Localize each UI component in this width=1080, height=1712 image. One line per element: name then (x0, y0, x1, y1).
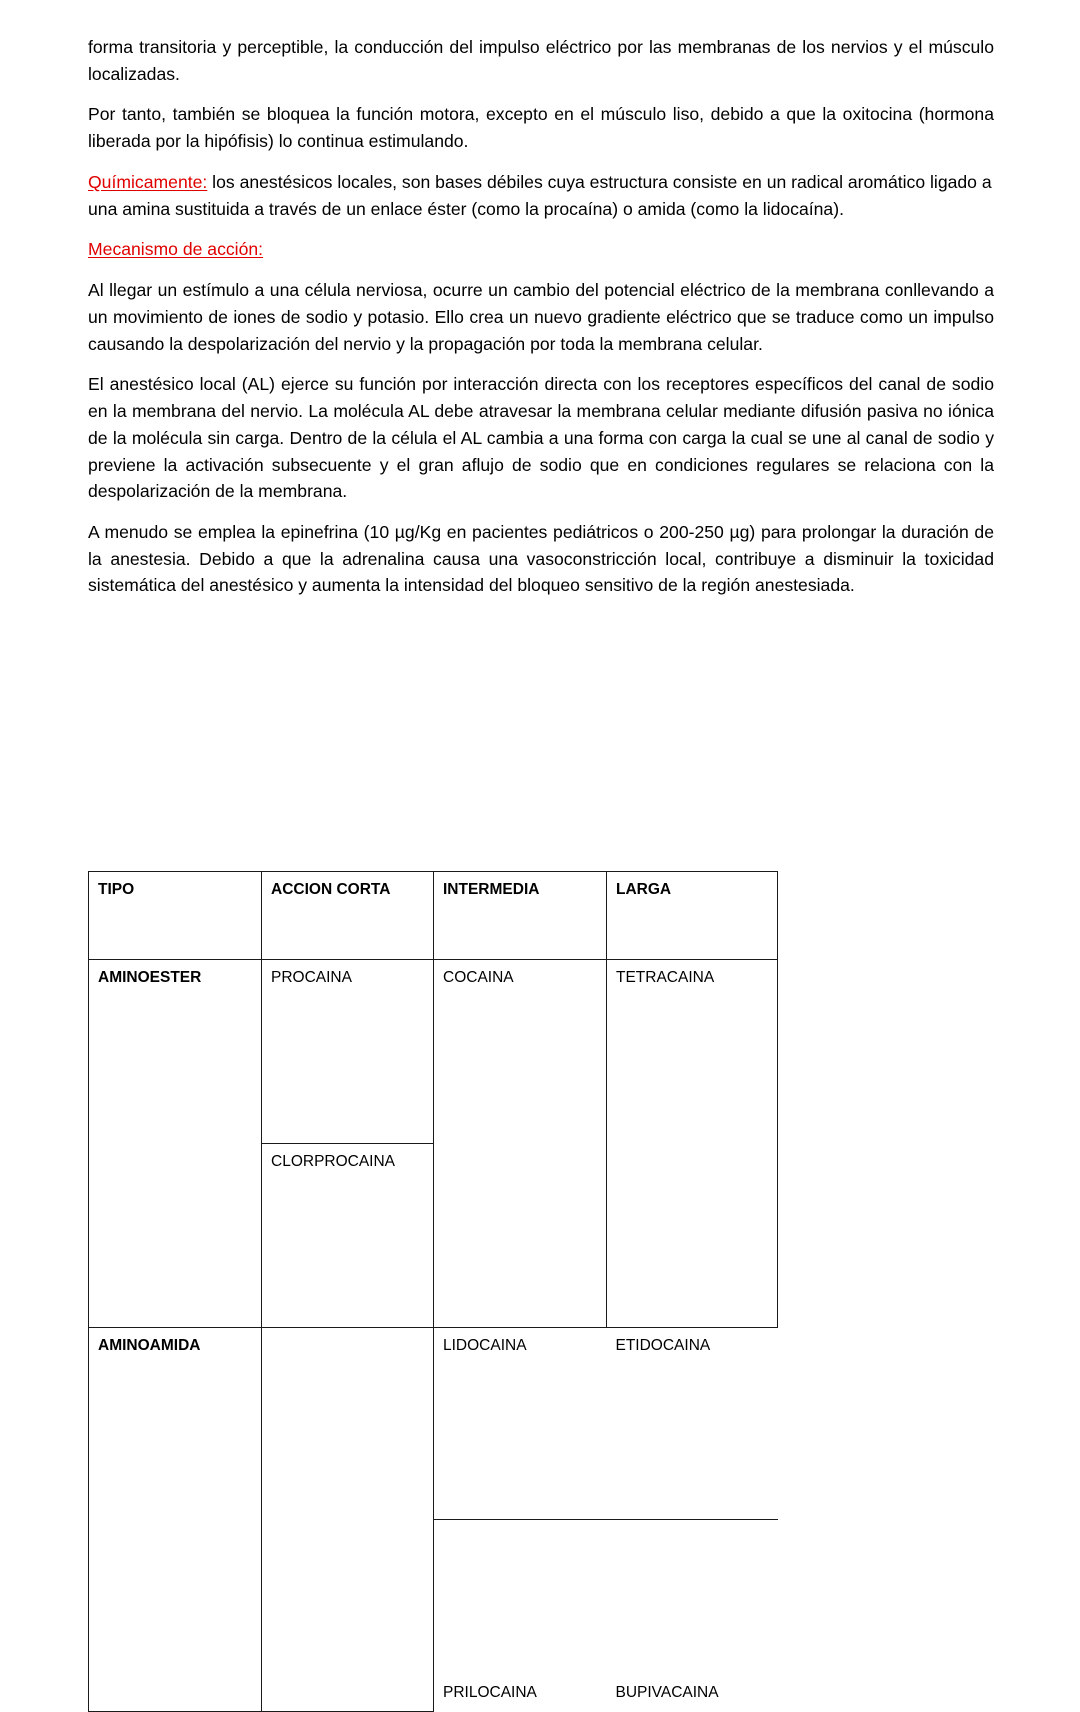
cell-etidocaina: ETIDOCAINA (607, 1328, 778, 1520)
split-accion-corta-aminoester (262, 960, 433, 1327)
cell-accion-corta-aminoamida-empty (262, 1328, 434, 1712)
split-row-top (607, 1328, 778, 1520)
table-row-aminoester (89, 960, 778, 1328)
paragraph-intro: forma transitoria y perceptible, la conducción del impulso eléctrico por las membranas de los nervios y el músculo localizadas. (88, 37, 994, 84)
document-page (88, 0, 994, 1701)
cell-accion-corta-aminoester (262, 960, 434, 1328)
split-row-bottom (607, 1520, 778, 1712)
cell-larga-aminoamida (607, 1328, 778, 1712)
cell-lidocaina: LIDOCAINA (434, 1328, 607, 1520)
paragraph-motor-block: Por tanto, también se bloquea la función motora, excepto en el músculo liso, debido a que la oxitocina (hormona liberada por la hipófisis) lo continua estimulando. (88, 104, 994, 152)
split-row-top (434, 1328, 607, 1520)
cell-tetracaina: TETRACAINA (607, 960, 778, 1328)
split-row-top (262, 960, 433, 1144)
cell-tipo-aminoester: AMINOESTER (89, 960, 262, 1328)
cell-clorprocaina: CLORPROCAINA (271, 1153, 396, 1170)
anesthetics-table-container (88, 871, 777, 1712)
paragraph-quimicamente (88, 169, 994, 222)
cell-prilocaina: PRILOCAINA (443, 1684, 537, 1701)
split-row-bottom (434, 1520, 607, 1712)
quimicamente-body-text: los anestésicos locales, son bases débiles cuya estructura consiste en un radical aromático ligado a una amina sustituida a través de un enlace éster (como la procaína) o amida (como la lidocaína). (88, 171, 992, 219)
split-row-bottom (262, 1144, 433, 1328)
table-header-larga: LARGA (607, 872, 778, 960)
anesthetics-classification-table (88, 871, 778, 1712)
table-header-intermedia: INTERMEDIA (434, 872, 607, 960)
paragraph-epinefrina: A menudo se emplea la epinefrina (10 µg/Kg en pacientes pediátricos o 200-250 µg) para prolongar la duración de la anestesia. Debido a que la adrenalina causa una vasoconstricción local, contribuye a disminuir la toxicidad sistemática del anestésico y aumenta la intensidad del bloqueo sensitivo de la región anestesiada. (88, 522, 994, 596)
heading-quimicamente: Químicamente: (88, 171, 208, 192)
table-header-accion-corta: ACCION CORTA (262, 872, 434, 960)
heading-mecanismo-de-accion: Mecanismo de acción: (88, 239, 264, 260)
paragraph-anestesico-local: El anestésico local (AL) ejerce su función por interacción directa con los receptores específicos del canal de sodio en la membrana del nervio. La molécula AL debe atravesar la membrana celular mediante difusión pasiva no iónica de la molécula sin carga. Dentro de la célula el AL cambia a una forma con carga la cual se une al canal de sodio y previene la activación subsecuente y el gran aflujo de sodio que en condiciones regulares se relaciona con la despolarización de la membrana. (88, 374, 994, 502)
paragraph-estimulo: Al llegar un estímulo a una célula nerviosa, ocurre un cambio del potencial eléctrico de la membrana conllevando a un movimiento de iones de sodio y potasio. Ello crea un nuevo gradiente eléctrico que se traduce como un impulso causando la despolarización del nervio y la propagación por toda la membrana celular. (88, 280, 994, 354)
cell-bupivacaina: BUPIVACAINA (615, 1684, 719, 1701)
body-text-block (88, 34, 994, 599)
heading-mecanismo-wrapper (88, 236, 994, 263)
cell-tipo-aminoamida: AMINOAMIDA (89, 1328, 262, 1712)
cell-cocaina: COCAINA (434, 960, 607, 1328)
split-larga-aminoamida (607, 1328, 778, 1711)
table-header-row (89, 872, 778, 960)
split-intermedia-aminoamida (434, 1328, 607, 1711)
table-row-aminoamida (89, 1328, 778, 1712)
table-header-tipo: TIPO (89, 872, 262, 960)
cell-procaina: PROCAINA (262, 960, 433, 1144)
cell-intermedia-aminoamida (434, 1328, 607, 1712)
